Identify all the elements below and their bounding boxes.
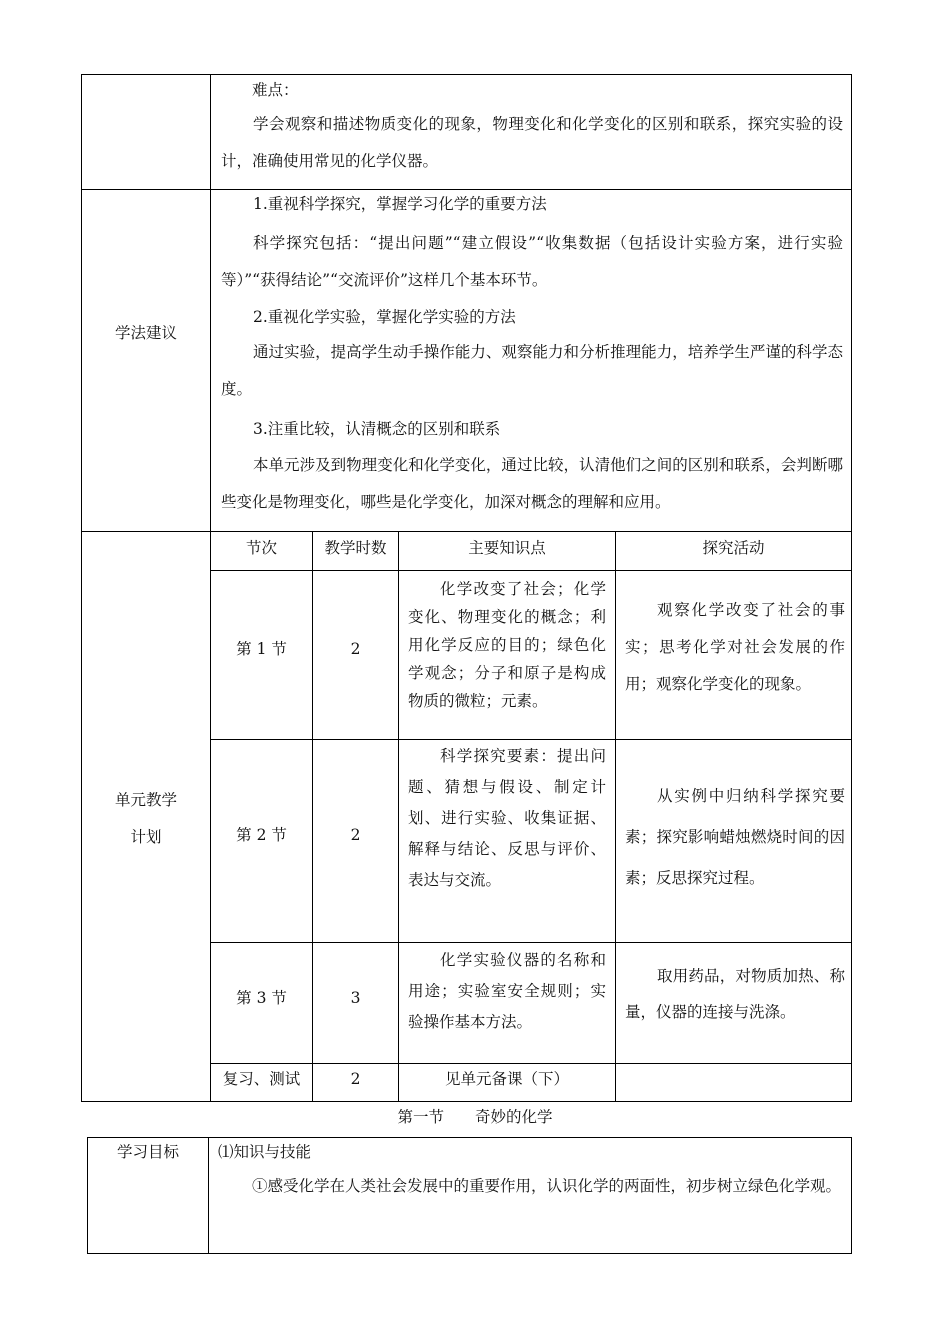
goal-item-1: ①感受化学在人类社会发展中的重要作用，认识化学的两面性，初步树立绿色化学观。 <box>252 1177 842 1195</box>
advice-heading-3: 3.注重比较，认清概念的区别和联系 <box>253 420 501 438</box>
row-activity: 从实例中归纳科学探究要素；探究影响蜡烛燃烧时间的因素；反思探究过程。 <box>625 787 845 887</box>
section-title: 第一节 奇妙的化学 <box>397 1108 553 1126</box>
knowledge-skills-heading: ⑴知识与技能 <box>218 1143 312 1161</box>
row-knowledge: 化学实验仪器的名称和用途；实验室安全规则；实验操作基本方法。 <box>408 951 606 1031</box>
row-section: 复习、测试 <box>222 1070 301 1088</box>
row-knowledge: 化学改变了社会；化学变化、物理变化的概念；利用化学反应的目的；绿色化学观念；分子和原子是构成物质的微粒；元素。 <box>408 580 606 710</box>
row-activity: 取用药品，对物质加热、称量，仪器的连接与洗涤。 <box>625 967 845 1021</box>
advice-heading-2: 2.重视化学实验，掌握化学实验的方法 <box>253 308 516 326</box>
advice-text-3: 本单元涉及到物理变化和化学变化，通过比较，认清他们之间的区别和联系，会判断哪些变化是物理变化，哪些是化学变化，加深对概念的理解和应用。 <box>221 456 843 511</box>
advice-heading-1: 1.重视科学探究，掌握学习化学的重要方法 <box>253 195 547 213</box>
difficulty-text: 学会观察和描述物质变化的现象，物理变化和化学变化的区别和联系，探究实验的设计，准确使用常见的化学仪器。 <box>221 115 843 170</box>
header-knowledge: 主要知识点 <box>468 539 546 557</box>
row-section: 第 3 节 <box>236 989 287 1007</box>
advice-text-2: 通过实验，提高学生动手操作能力、观察能力和分析推理能力，培养学生严谨的科学态度。 <box>221 343 843 398</box>
row-section: 第 2 节 <box>236 826 287 844</box>
unit-plan-label-line1: 单元教学 <box>114 791 177 809</box>
row-knowledge: 科学探究要素：提出问题、猜想与假设、制定计划、进行实验、收集证据、解释与结论、反思与评价、表达与交流。 <box>408 747 606 889</box>
header-section: 节次 <box>245 539 277 557</box>
difficulty-title: 难点： <box>252 81 299 99</box>
row-hours: 2 <box>350 826 361 844</box>
row-section: 第 1 节 <box>236 640 287 658</box>
header-activity: 探究活动 <box>702 539 765 557</box>
unit-plan-label <box>82 782 210 856</box>
row-hours: 3 <box>350 989 361 1007</box>
advice-text-1: 科学探究包括：“提出问题”“建立假设”“收集数据（包括设计实验方案，进行实验等）”“获得结论”“交流评价”这样几个基本环节。 <box>221 234 843 289</box>
row-knowledge: 见单元备课（下） <box>444 1070 569 1088</box>
row-activity: 观察化学改变了社会的事实；思考化学对社会发展的作用；观察化学变化的现象。 <box>625 601 845 693</box>
header-hours: 教学时数 <box>324 539 387 557</box>
study-advice-label: 学法建议 <box>114 324 177 342</box>
row-hours: 2 <box>350 1070 361 1088</box>
learning-goals-label: 学习目标 <box>116 1143 179 1161</box>
row-hours: 2 <box>350 640 361 658</box>
unit-plan-label-line2: 计划 <box>130 828 162 846</box>
